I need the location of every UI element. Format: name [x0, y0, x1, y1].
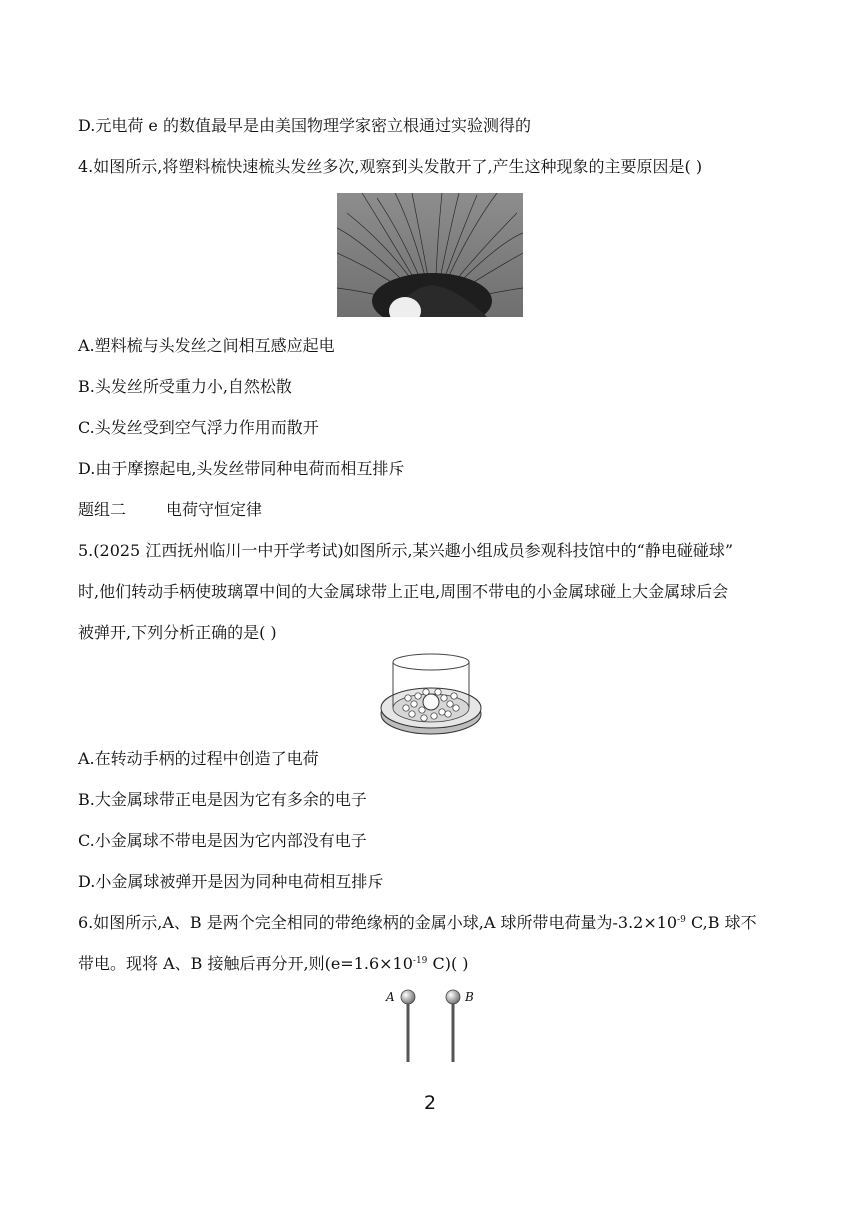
q5-stem-line3: 被弹开,下列分析正确的是( )	[78, 623, 277, 642]
ball-b-label: B	[465, 990, 474, 1004]
two-metal-balls-figure	[382, 986, 478, 1064]
q5-option-c: C.小金属球不带电是因为它内部没有电子	[78, 831, 367, 850]
hair-static-photo	[337, 193, 523, 317]
q5-stem-line1: 5.(2025 江西抚州临川一中开学考试)如图所示,某兴趣小组成员参观科技馆中的“静电碰碰球”	[78, 541, 734, 560]
ball-a-label: A	[386, 990, 395, 1004]
section-label: 题组二	[78, 500, 127, 519]
q6-stem-line1: 6.如图所示,A、B 是两个完全相同的带绝缘柄的金属小球,A 球所带电荷量为$-3.2\times 10^{-9}$ C,B 球不	[78, 913, 757, 932]
q6-stem-line2: 带电。现将 A、B 接触后再分开,则($e=1.6\times 10^{-19}$ C)( )	[78, 954, 469, 973]
section-title: 电荷守恒定律	[166, 500, 263, 519]
page-number: 2	[423, 1092, 437, 1114]
q4-option-d: D.由于摩擦起电,头发丝带同种电荷而相互排斥	[78, 459, 405, 478]
q5-stem-line2: 时,他们转动手柄使玻璃罩中间的大金属球带上正电,周围不带电的小金属球碰上大金属球后会	[78, 582, 729, 601]
q3-option-d: D.元电荷 e 的数值最早是由美国物理学家密立根通过实验测得的	[78, 116, 531, 135]
q4-option-b: B.头发丝所受重力小,自然松散	[78, 377, 292, 396]
q4-option-c: C.头发丝受到空气浮力作用而散开	[78, 418, 319, 437]
bumper-balls-figure	[378, 652, 484, 738]
q5-option-b: B.大金属球带正电是因为它有多余的电子	[78, 790, 367, 809]
q4-stem: 4.如图所示,将塑料梳快速梳头发丝多次,观察到头发散开了,产生这种现象的主要原因是( )	[78, 157, 703, 176]
q5-option-a: A.在转动手柄的过程中创造了电荷	[78, 749, 319, 768]
q5-option-d: D.小金属球被弹开是因为同种电荷相互排斥	[78, 872, 384, 891]
q4-option-a: A.塑料梳与头发丝之间相互感应起电	[78, 336, 335, 355]
